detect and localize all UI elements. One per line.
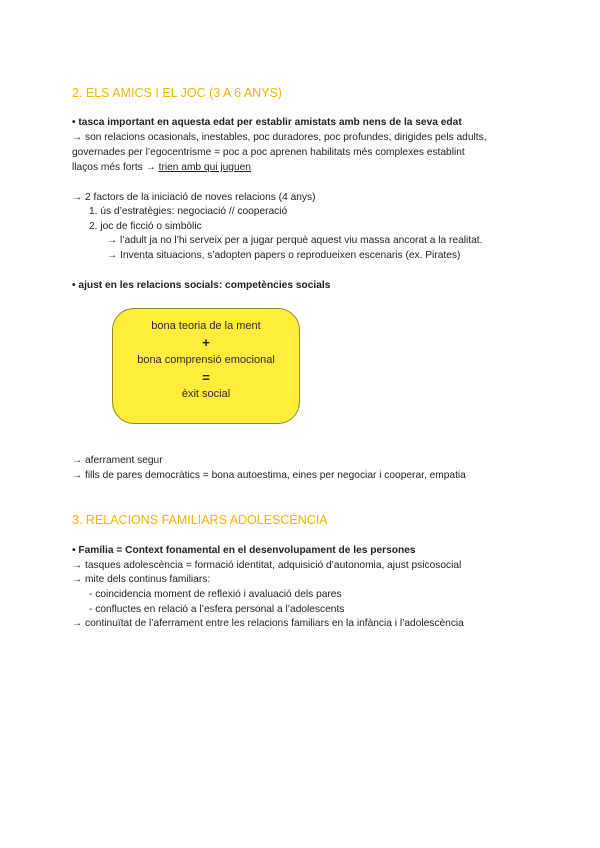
text-line: governades per l’egocentrisme = poc a poc aprenen habilitats més complexes establint bbox=[72, 147, 465, 158]
list-item: 2. joc de ficció o simbòlic bbox=[89, 221, 202, 232]
text-line: → aferrament segur bbox=[72, 455, 163, 466]
dash-item: - coincidencia moment de reflexió i avaluació dels pares bbox=[89, 589, 342, 600]
dash-item: - confluctes en relació a l’esfera personal a l’adolescents bbox=[89, 604, 345, 615]
bullet-social-skills: • ajust en les relacions socials: competències socials bbox=[72, 280, 331, 291]
bullet-family: • Família = Context fonamental en el desenvolupament de les persones bbox=[72, 545, 416, 556]
bubble-line: bona teoria de la ment bbox=[151, 320, 261, 332]
speech-bubble bbox=[112, 308, 300, 424]
section-3-heading: 3. RELACIONS FAMILIARS ADOLESCÈNCIA bbox=[72, 513, 328, 527]
list-item: 1. ús d’estratègies: negociació // cooperació bbox=[89, 206, 288, 217]
bubble-line: bona comprensió emocional bbox=[137, 354, 275, 366]
text-line-prefix: llaços més forts → bbox=[72, 162, 159, 173]
text-line bbox=[72, 161, 251, 175]
plus-sign: + bbox=[202, 335, 210, 350]
sub-item: → l’adult ja no l’hi serveix per a jugar perquè aquest viu massa ancorat a la realitat. bbox=[107, 235, 483, 246]
bubble-line: èxit social bbox=[181, 388, 231, 400]
equals-sign: = bbox=[202, 370, 210, 385]
factors-line: → 2 factors de la iniciació de noves relacions (4 anys) bbox=[72, 192, 316, 203]
bullet-friendships: • tasca important en aquesta edat per establir amistats amb nens de la seva edat bbox=[72, 117, 462, 128]
text-line: → son relacions ocasionals, inestables, poc duradores, poc profundes, dirigides pels adults, bbox=[72, 132, 487, 143]
sub-item: → Inventa situacions, s’adopten papers o reprodueixen escenaris (ex. Pirates) bbox=[107, 250, 461, 261]
text-line: → mite dels continus familiars: bbox=[72, 574, 211, 585]
text-line: → continuïtat de l’aferrament entre les relacions familiars en la infància i l’adolescència bbox=[72, 618, 464, 629]
section-2-heading: 2. ELS AMICS I EL JOC (3 A 6 ANYS) bbox=[72, 86, 283, 100]
text-line: → fills de pares democràtics = bona autoestima, eines per negociar i cooperar, empatia bbox=[72, 470, 466, 481]
underlined-phrase: trien amb qui juguen bbox=[158, 162, 251, 173]
text-line: → tasques adolescència = formació identitat, adquisició d’autonomia, ajust psicosocial bbox=[72, 560, 462, 571]
